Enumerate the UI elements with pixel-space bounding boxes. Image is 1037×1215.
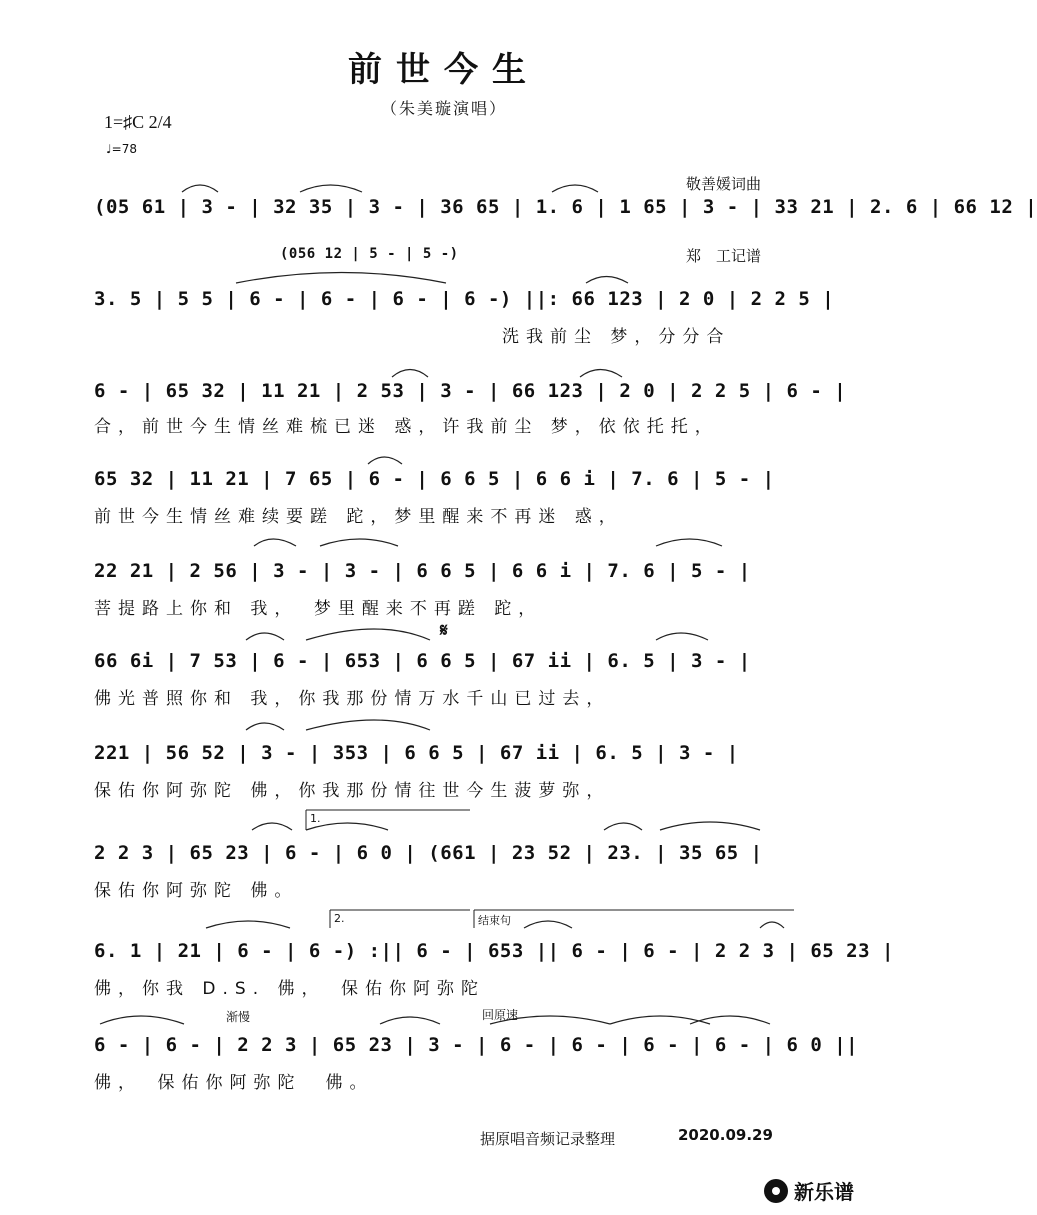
score-line-7: 66 6i | 7 53 | 6 - | 653 | 6 6 5 | 67 ii | 6. 5 | 3 - | [94, 650, 751, 672]
lyric-line-11: 佛， 保佑你阿弥陀 佛。 [94, 1073, 374, 1093]
score-line-2: (056 12 | 5 - | 5 -) [280, 246, 459, 262]
tempo-marking: ♩=78 [106, 142, 137, 156]
lyric-line-3: 洗我前尘 梦，分分合 [502, 327, 731, 347]
site-logo [764, 1176, 854, 1205]
lyric-line-6: 菩提路上你和 我， 梦里醒来不再蹉 跎， [94, 599, 543, 619]
transcriber-credit: 郑 工记谱 [686, 247, 762, 265]
source-note: 据原唱音频记录整理 [480, 1130, 616, 1148]
score-line-8: 221 | 56 52 | 3 - | 353 | 6 6 5 | 67 ii | 6. 5 | 3 - | [94, 742, 739, 764]
ritardando-mark: 渐慢 [226, 1010, 251, 1024]
lyric-line-4: 合，前世今生情丝难梳已迷 惑，许我前尘 梦，依依托托， [94, 417, 719, 437]
score-line-6: 22 21 | 2 56 | 3 - | 3 - | 6 6 5 | 6 6 i | 7. 6 | 5 - | [94, 560, 751, 582]
lyric-line-8: 保佑你阿弥陀 佛，你我那份情往世今生菠萝弥， [94, 781, 611, 801]
transcription-date: 2020.09.29 [678, 1126, 773, 1144]
a-tempo-mark: 回原速 [482, 1008, 519, 1022]
composer-credit: 敬善媛词曲 [686, 175, 762, 193]
song-title: 前世今生 [348, 50, 540, 90]
segno-mark: 𝄋 [440, 620, 448, 641]
volta-2-label: 2. [334, 912, 345, 925]
volta-1-label: 1. [310, 812, 321, 825]
score-line-3: 3. 5 | 5 5 | 6 - | 6 - | 6 - | 6 -) ||: 66 123 | 2 0 | 2 2 5 | [94, 288, 835, 310]
score-line-9: 2 2 3 | 65 23 | 6 - | 6 0 | (661 | 23 52 | 23. | 35 65 | [94, 842, 763, 864]
lyric-line-9: 保佑你阿弥陀 佛。 [94, 881, 299, 901]
score-line-11: 6 - | 6 - | 2 2 3 | 65 23 | 3 - | 6 - | 6 - | 6 - | 6 - | 6 0 || [94, 1034, 859, 1056]
record-disc-icon [764, 1179, 788, 1203]
ending-label: 结束句 [478, 914, 511, 927]
score-line-1: (05 61 | 3 - | 32 35 | 3 - | 36 65 | 1. 6 | 1 65 | 3 - | 33 21 | 2. 6 | 66 12 | [94, 196, 1037, 218]
logo-text: 新乐谱 [794, 1180, 854, 1204]
key-signature: 1=♯C 2/4 [104, 112, 172, 132]
score-line-5: 65 32 | 11 21 | 7 65 | 6 - | 6 6 5 | 6 6 i | 7. 6 | 5 - | [94, 468, 775, 490]
score-line-10: 6. 1 | 21 | 6 - | 6 -) :|| 6 - | 653 || 6 - | 6 - | 2 2 3 | 65 23 | [94, 940, 894, 962]
lyric-line-10: 佛，你我 D.S. 佛， 保佑你阿弥陀 [94, 979, 485, 999]
lyric-line-5: 前世今生情丝难续要蹉 跎，梦里醒来不再迷 惑， [94, 507, 623, 527]
lyric-line-7: 佛光普照你和 我，你我那份情万水千山已过去， [94, 689, 611, 709]
score-line-4: 6 - | 65 32 | 11 21 | 2 53 | 3 - | 66 123 | 2 0 | 2 2 5 | 6 - | [94, 380, 847, 402]
performer-subtitle: （朱美璇演唱） [380, 99, 507, 118]
